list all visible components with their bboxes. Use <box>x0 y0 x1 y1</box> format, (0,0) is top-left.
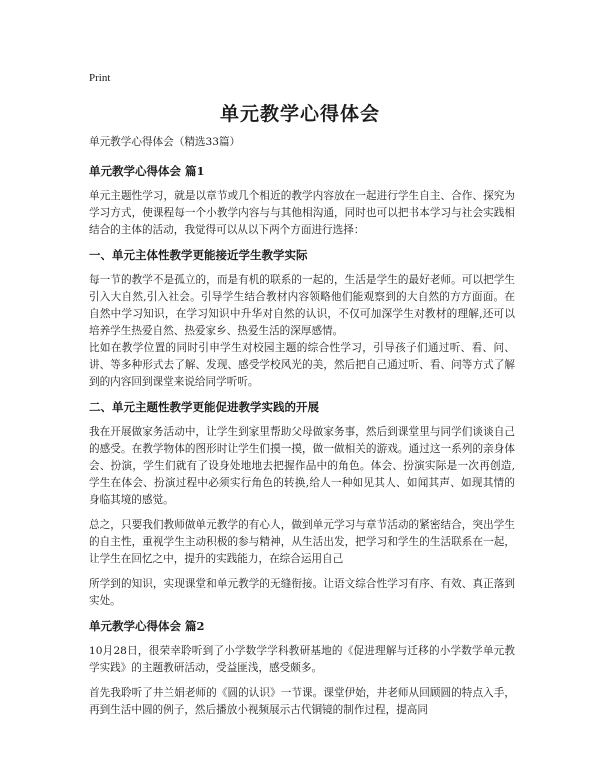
document-body <box>89 134 515 727</box>
page-title: 单元教学心得体会 <box>219 103 380 125</box>
section2-paragraph-2: 首先我聆听了井兰娟老师的《圆的认识》一节课。课堂伊始，井老师从回顾圆的特点入手，再到生活中圆的例子，然后播放小视频展示古代铜镜的制作过程，提高同 <box>89 687 515 716</box>
section-heading-1: 单元教学心得体会 篇1 <box>89 164 205 178</box>
section1-intro: 单元主题性学习，就是以章节或几个相近的教学内容放在一起进行学生自主、合作、探究为学习方式，使课程每一个小教学内容与与其他相沟通，同时也可以把书本学习与社会实践相结合的主体的活动，我觉得可以从以下两个方面进行选择： <box>89 190 515 236</box>
section-heading-2: 单元教学心得体会 篇2 <box>89 619 205 633</box>
document-subtitle: 单元教学心得体会（精选33篇） <box>89 136 241 148</box>
section2-paragraph-1: 10月28日，很荣幸聆听到了小学数学学科教研基地的《促进理解与迁移的小学数学单元教学实践》的主题教研活动，受益匪浅，感受颇多。 <box>89 645 515 674</box>
part2-paragraph-1: 我在开展做家务活动中，让学生到家里帮助父母做家务事，然后到课堂里与同学们谈谈自己的感受。在教学物体的图形时让学生们摸一摸，做一做相关的游戏。通过这一系列的亲身体会、扮演，学生们就有了设身处地地去把握作品中的角色。体会、扮演实际是一次再创造,学生在体会、扮演过程中必须实行角色的转换,给人一种如见其人、如闻其声、如现其情的身临其境的感觉。 <box>89 426 515 506</box>
part1-heading: 一、单元主体性教学更能接近学生教学实际 <box>89 248 308 262</box>
part2-paragraph-3: 所学到的知识，实现课堂和单元教学的无缝衔接。让语文综合性学习有序、有效、真正落到实处。 <box>89 578 515 607</box>
print-label[interactable]: Print <box>89 72 111 84</box>
part2-heading: 二、单元主题性教学更能促进教学实践的开展 <box>89 400 319 414</box>
part1-paragraph-2: 比如在教学位置的同时引申学生对校园主题的综合性学习，引导孩子们通过听、看、问、讲、等多种形式去了解、发现、感受学校风光的美，然后把自己通过听、看、问等方式了解到的内容回到课堂来说给同学听听。 <box>89 342 515 388</box>
part1-paragraph-1: 每一节的教学不是孤立的，而是有机的联系的一起的，生活是学生的最好老师。可以把学生引入大自然,引入社会。引导学生结合教材内容领略他们能观察到的大自然的方方面面。在自然中学习知识，在学习知识中升华对自然的认识，不仅可加深学生对教材的理解,还可以培养学生热爱自然、热爱家乡、热爱生活的深厚感情。 <box>89 274 515 337</box>
part2-paragraph-2: 总之，只要我们教师做单元教学的有心人，做到单元学习与章节活动的紧密结合，突出学生的自主性，重视学生主动积极的参与精神，从生活出发，把学习和学生的生活联系在一起，让学生在回忆之中，提升的实践能力，在综合运用自己 <box>89 519 515 565</box>
